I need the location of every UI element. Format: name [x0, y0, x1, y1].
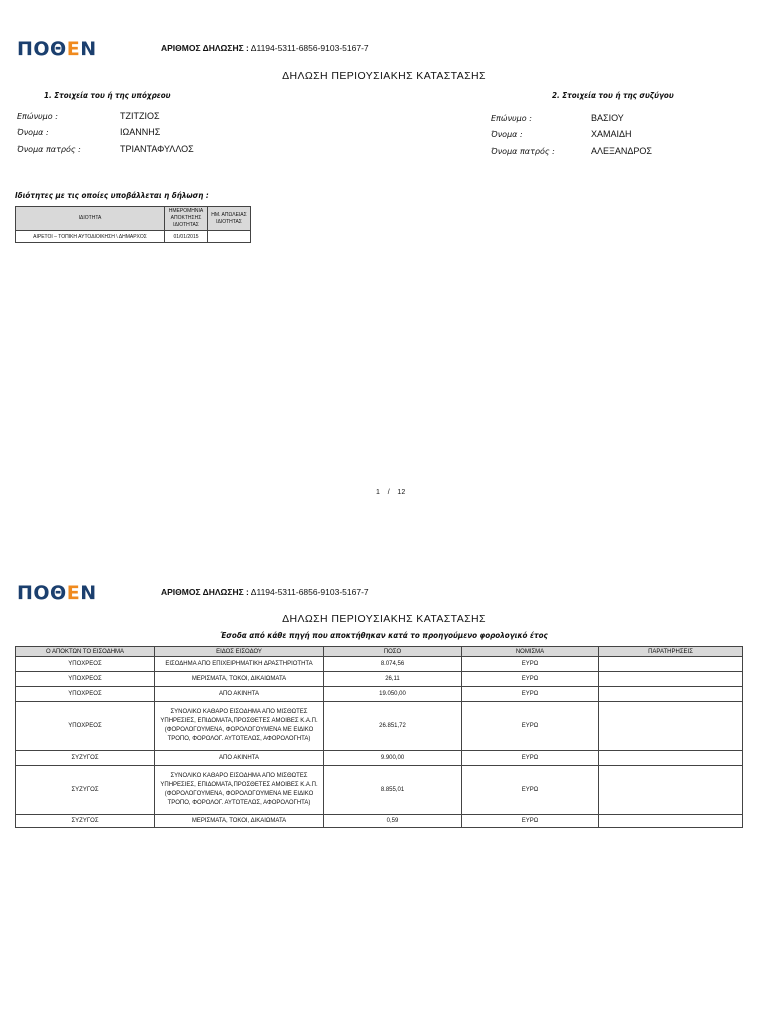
logo-text-post: Ν	[80, 38, 97, 60]
table-cell: 0,59	[324, 815, 462, 828]
table-cell: 01/01/2015	[165, 231, 208, 243]
table-row	[16, 657, 743, 672]
table-header-cell: ΕΙΔΟΣ ΕΙΣΟΔΟΥ	[155, 647, 324, 657]
table-row	[16, 231, 251, 243]
declaration-number	[161, 43, 369, 53]
table-cell: ΣΥΝΟΛΙΚΟ ΚΑΘΑΡΟ ΕΙΣΟΔΗΜΑ ΑΠΟ ΜΙΣΘΩΤΕΣ ΥΠΗΡΕΣΙΕΣ, ΕΠΙΔΟΜΑΤΑ,ΠΡΟΣΘΕΤΕΣ ΑΜΟΙΒΕΣ Κ.Α.Π.(ΦΟΡΟΛΟΓΟΥΜΕΝΑ, ΦΟΡΟΛΟΓΟΥΜΕΝΑ ΜΕ ΕΙΔΙΚΟ ΤΡΟΠΟ, ΦΟΡΟΛΟΓ. ΑΥΤΟΤΕΛΩΣ, ΑΦΟΡΟΛΟΓΗΤΑ)	[155, 766, 324, 815]
table-cell: 9.900,00	[324, 751, 462, 766]
table-cell: ΑΠΟ ΑΚΙΝΗΤΑ	[155, 751, 324, 766]
page-title: ΔΗΛΩΣΗ ΠΕΡΙΟΥΣΙΑΚΗΣ ΚΑΤΑΣΤΑΣΗΣ	[282, 70, 486, 82]
page-total: 12	[397, 489, 406, 496]
table-cell	[208, 231, 251, 243]
table-header-row	[16, 647, 743, 657]
logo-text-e: Ε	[66, 582, 81, 604]
table-cell: ΣΥΖΥΓΟΣ	[16, 751, 155, 766]
table-cell: ΣΥΖΥΓΟΣ	[16, 815, 155, 828]
declaration-number	[161, 587, 369, 597]
table-row	[16, 702, 743, 751]
table-header-cell: ΝΟΜΙΣΜΑ	[462, 647, 599, 657]
table-cell: ΥΠΟΧΡΕΟΣ	[16, 672, 155, 687]
pothen-logo	[17, 38, 97, 60]
table-header-cell: ΗΜ. ΑΠΩΛΕΙΑΣ ΙΔΙΟΤΗΤΑΣ	[208, 207, 251, 231]
declaration-number-value: Δ1194-5311-6856-9103-5167-7	[250, 43, 369, 53]
table-cell: 26,11	[324, 672, 462, 687]
spouse-father-label: Όνομα πατρός :	[491, 147, 555, 156]
table-row	[16, 687, 743, 702]
table-header-cell: ΙΔΙΟΤΗΤΑ	[16, 207, 165, 231]
table-cell: ΑΙΡΕΤΟΙ – ΤΟΠΙΚΗ ΑΥΤΟΔΙΟΙΚΗΣΗ \ ΔΗΜΑΡΧΟΣ	[16, 231, 165, 243]
table-cell	[599, 687, 743, 702]
spouse-name-value: ΧΑΜΑΙΔΗ	[591, 129, 632, 139]
spouse-father-value: ΑΛΕΞΑΝΔΡΟΣ	[591, 146, 652, 156]
pothen-logo	[17, 582, 97, 604]
page-separator: /	[387, 489, 390, 496]
table-cell: ΕΥΡΩ	[462, 657, 599, 672]
table-cell: 8.074,56	[324, 657, 462, 672]
declaration-number-label: ΑΡΙΘΜΟΣ ΔΗΛΩΣΗΣ :	[161, 587, 249, 597]
table-header-row	[16, 207, 251, 231]
obligor-father-value: ΤΡΙΑΝΤΑΦΥΛΛΟΣ	[120, 144, 194, 154]
declaration-number-label: ΑΡΙΘΜΟΣ ΔΗΛΩΣΗΣ :	[161, 43, 249, 53]
capacities-table	[15, 206, 251, 243]
table-cell: ΥΠΟΧΡΕΟΣ	[16, 687, 155, 702]
table-cell: ΕΥΡΩ	[462, 815, 599, 828]
income-table	[15, 646, 743, 828]
obligor-surname-value: ΤΖΙΤΖΙΟΣ	[120, 111, 160, 121]
table-cell	[599, 766, 743, 815]
table-cell: ΑΠΟ ΑΚΙΝΗΤΑ	[155, 687, 324, 702]
table-cell: ΕΥΡΩ	[462, 766, 599, 815]
table-row	[16, 672, 743, 687]
spouse-surname-value: ΒΑΣΙΟΥ	[591, 113, 624, 123]
income-subtitle: Έσοδα από κάθε πηγή που αποκτήθηκαν κατά το προηγούμενο φορολογικό έτος	[220, 631, 548, 640]
table-header-cell: ΠΟΣΟ	[324, 647, 462, 657]
table-cell: 8.855,01	[324, 766, 462, 815]
table-row	[16, 815, 743, 828]
table-cell: ΕΥΡΩ	[462, 702, 599, 751]
spouse-heading: 2. Στοιχεία του ή της συζύγου	[552, 91, 674, 100]
table-cell: ΣΥΝΟΛΙΚΟ ΚΑΘΑΡΟ ΕΙΣΟΔΗΜΑ ΑΠΟ ΜΙΣΘΩΤΕΣ ΥΠΗΡΕΣΙΕΣ, ΕΠΙΔΟΜΑΤΑ,ΠΡΟΣΘΕΤΕΣ ΑΜΟΙΒΕΣ Κ.Α.Π.(ΦΟΡΟΛΟΓΟΥΜΕΝΑ, ΦΟΡΟΛΟΓΟΥΜΕΝΑ ΜΕ ΕΙΔΙΚΟ ΤΡΟΠΟ, ΦΟΡΟΛΟΓ. ΑΥΤΟΤΕΛΩΣ, ΑΦΟΡΟΛΟΓΗΤΑ)	[155, 702, 324, 751]
page-current: 1	[376, 489, 380, 496]
page-number	[376, 489, 405, 496]
table-cell	[599, 702, 743, 751]
table-cell: ΕΥΡΩ	[462, 687, 599, 702]
table-header-cell: ΗΜΕΡΟΜΗΝΙΑ ΑΠΟΚΤΗΣΗΣ ΙΔΙΟΤΗΤΑΣ	[165, 207, 208, 231]
obligor-name-value: ΙΩΑΝΝΗΣ	[120, 127, 161, 137]
table-header-cell: Ο ΑΠΟΚΤΩΝ ΤΟ ΕΙΣΟΔΗΜΑ	[16, 647, 155, 657]
declaration-number-value: Δ1194-5311-6856-9103-5167-7	[250, 587, 369, 597]
table-cell: ΥΠΟΧΡΕΟΣ	[16, 657, 155, 672]
obligor-father-label: Όνομα πατρός :	[17, 145, 81, 154]
capacities-heading: Ιδιότητες με τις οποίες υποβάλλεται η δήλωση :	[15, 191, 209, 200]
obligor-name-label: Όνομα :	[17, 128, 49, 137]
table-cell	[599, 672, 743, 687]
spouse-surname-label: Επώνυμο :	[491, 114, 532, 123]
table-cell: ΕΥΡΩ	[462, 751, 599, 766]
logo-text-pre: ΠΟΘ	[17, 38, 67, 60]
obligor-surname-label: Επώνυμο :	[17, 112, 58, 121]
logo-text-post: Ν	[80, 582, 97, 604]
logo-text-pre: ΠΟΘ	[17, 582, 67, 604]
logo-text-e: Ε	[66, 38, 81, 60]
table-row	[16, 766, 743, 815]
table-row	[16, 751, 743, 766]
table-cell: ΕΥΡΩ	[462, 672, 599, 687]
table-cell: ΜΕΡΙΣΜΑΤΑ, ΤΟΚΟΙ, ΔΙΚΑΙΩΜΑΤΑ	[155, 672, 324, 687]
table-cell: ΣΥΖΥΓΟΣ	[16, 766, 155, 815]
obligor-heading: 1. Στοιχεία του ή της υπόχρεου	[44, 91, 171, 100]
table-cell: ΜΕΡΙΣΜΑΤΑ, ΤΟΚΟΙ, ΔΙΚΑΙΩΜΑΤΑ	[155, 815, 324, 828]
table-cell	[599, 815, 743, 828]
table-header-cell: ΠΑΡΑΤΗΡΗΣΕΙΣ	[599, 647, 743, 657]
table-cell: ΕΙΣΟΔΗΜΑ ΑΠΟ ΕΠΙΧΕΙΡΗΜΑΤΙΚΗ ΔΡΑΣΤΗΡΙΟΤΗΤΑ	[155, 657, 324, 672]
page-title: ΔΗΛΩΣΗ ΠΕΡΙΟΥΣΙΑΚΗΣ ΚΑΤΑΣΤΑΣΗΣ	[282, 613, 486, 625]
spouse-name-label: Όνομα :	[491, 130, 523, 139]
table-cell: 19.050,00	[324, 687, 462, 702]
table-cell: 26.851,72	[324, 702, 462, 751]
table-cell	[599, 657, 743, 672]
table-cell	[599, 751, 743, 766]
table-cell: ΥΠΟΧΡΕΟΣ	[16, 702, 155, 751]
